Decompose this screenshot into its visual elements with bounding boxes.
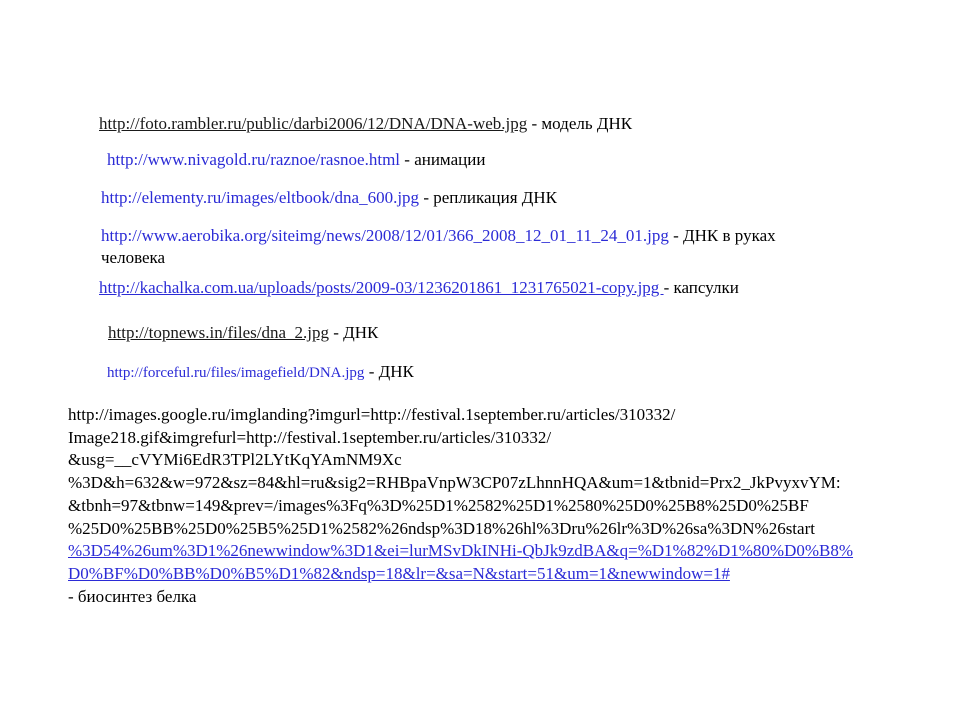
link-line-7 bbox=[107, 361, 414, 384]
google-url-link-line[interactable]: %3D54%26um%3D1%26newwindow%3D1&ei=lurMSvDkINHi-QbJk9zdBA&q=%D1%82%D1%80%D0%B8% bbox=[68, 541, 854, 561]
link-desc-continued: человека bbox=[101, 248, 166, 267]
link-desc: - ДНК bbox=[364, 362, 414, 381]
link-dna-model[interactable]: http://foto.rambler.ru/public/darbi2006/12/DNA/DNA-web.jpg bbox=[99, 114, 528, 133]
link-topnews-dna[interactable]: http://topnews.in/files/dna_2.jpg bbox=[108, 323, 329, 342]
link-line-4 bbox=[101, 225, 776, 247]
google-url-line: &tbnh=97&tbnw=149&prev=/images%3Fq%3D%25D1%2582%25D1%2580%25D0%25B8%25D0%25BF bbox=[68, 495, 809, 515]
link-line-4-cont bbox=[101, 247, 165, 269]
link-desc: - ДНК в руках bbox=[668, 226, 776, 245]
link-desc: - репликация ДНК bbox=[419, 188, 557, 207]
link-forceful-dna[interactable]: http://forceful.ru/files/imagefield/DNA.jpg bbox=[107, 365, 365, 381]
link-line-3 bbox=[101, 187, 557, 209]
link-capsules[interactable]: http://kachalka.com.ua/uploads/posts/2009-03/1236201861_1231765021-copy.jpg bbox=[99, 278, 664, 297]
link-desc: - модель ДНК bbox=[527, 114, 633, 133]
link-line-2 bbox=[107, 149, 485, 171]
link-dna-in-hands[interactable]: http://www.aerobika.org/siteimg/news/2008/12/01/366_2008_12_01_11_24_01.jpg bbox=[101, 226, 669, 245]
link-desc: - капсулки bbox=[663, 278, 739, 297]
google-desc: - биосинтез белка bbox=[68, 586, 197, 606]
google-url-line: &usg=__cVYMi6EdR3TPl2LYtKqYAmNM9Xc bbox=[68, 450, 402, 470]
google-url-line: Image218.gif&imgrefurl=http://festival.1september.ru/articles/310332/ bbox=[68, 427, 552, 447]
link-desc: - анимации bbox=[400, 150, 486, 169]
google-link-block bbox=[68, 404, 948, 608]
link-line-1 bbox=[99, 113, 632, 135]
google-url-line: %25D0%25BB%25D0%25B5%25D1%2582%26ndsp%3D18%26hl%3Dru%26lr%3D%26sa%3DN%26start bbox=[68, 518, 815, 538]
link-line-5 bbox=[99, 277, 739, 299]
google-url-line: %3D&h=632&w=972&sz=84&hl=ru&sig2=RHBpaVnpW3CP07zLhnnHQA&um=1&tbnid=Prx2_JkPvyxvYM: bbox=[68, 473, 841, 493]
link-dna-replication[interactable]: http://elementy.ru/images/eltbook/dna_600.jpg bbox=[101, 188, 420, 207]
google-url-line: http://images.google.ru/imglanding?imgurl=http://festival.1september.ru/articles/310332/ bbox=[68, 405, 676, 424]
link-desc: - ДНК bbox=[328, 323, 379, 342]
link-line-6 bbox=[108, 322, 378, 344]
link-animations[interactable]: http://www.nivagold.ru/raznoe/rasnoe.html bbox=[107, 150, 401, 169]
google-url-link-line[interactable]: D0%BF%D0%BB%D0%B5%D1%82&ndsp=18&lr=&sa=N&start=51&um=1&newwindow=1# bbox=[68, 563, 730, 583]
